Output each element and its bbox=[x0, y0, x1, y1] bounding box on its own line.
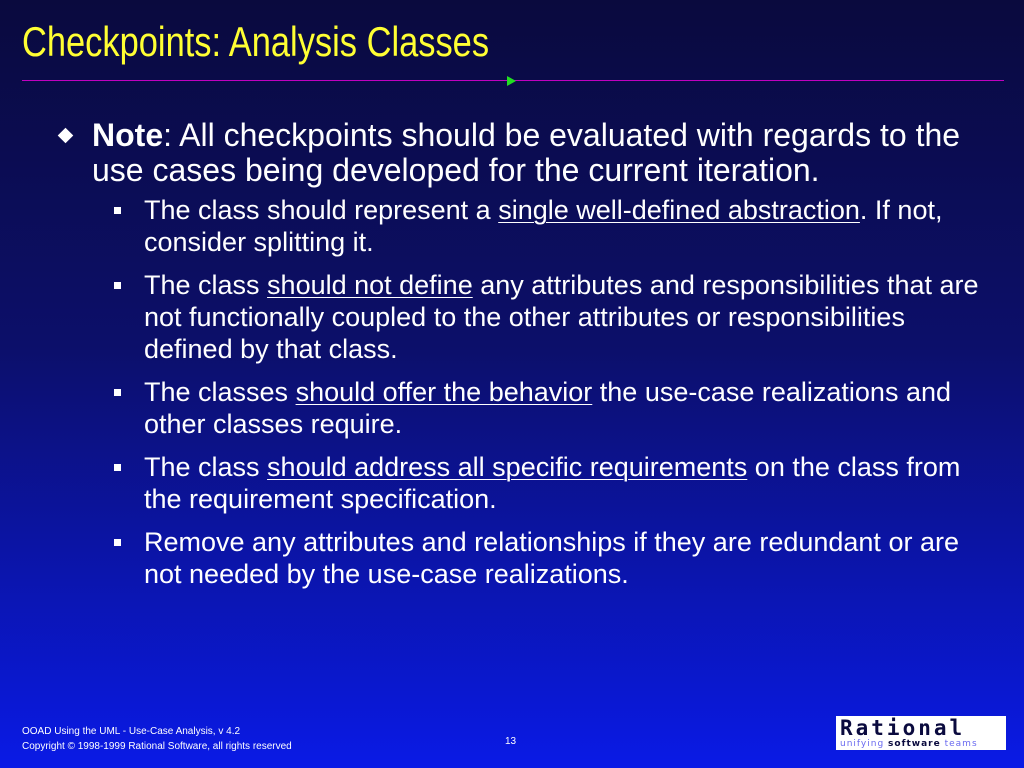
sub-bullet-text: Remove any attributes and relationships if they are redundant or are not needed by the use-case realizations. bbox=[144, 527, 959, 589]
sub-bullet bbox=[110, 451, 980, 515]
sub-bullet-text: The class should represent a bbox=[144, 195, 499, 225]
sub-bullet bbox=[110, 194, 980, 258]
square-bullet-icon bbox=[114, 539, 121, 546]
sub-bullet bbox=[110, 376, 980, 440]
slide-footer bbox=[22, 724, 292, 754]
copyright-notice: Copyright © 1998-1999 Rational Software, all rights reserved bbox=[22, 741, 292, 752]
sub-bullet-text: The classes bbox=[144, 377, 296, 407]
sub-bullet bbox=[110, 526, 980, 590]
play-arrow-icon bbox=[507, 76, 516, 86]
sub-bullet-text: any attributes and responsibilities that are not functionally coupled to the other attributes or responsibilities defined by that class. bbox=[144, 270, 979, 364]
sub-bullet-text: The class bbox=[144, 270, 268, 300]
note-label: Note bbox=[92, 117, 164, 153]
sub-bullet-text: on the class from the requirement specification. bbox=[144, 452, 961, 514]
square-bullet-icon bbox=[114, 282, 121, 289]
slide-content bbox=[60, 118, 980, 601]
sub-bullet-list bbox=[110, 194, 980, 590]
course-name: OOAD Using the UML - Use-Case Analysis, v 4.2 bbox=[22, 726, 241, 737]
logo-wordmark: Rational bbox=[840, 716, 966, 740]
sub-bullet-text: the use-case realizations and other classes require. bbox=[144, 377, 951, 439]
diamond-bullet-icon bbox=[58, 128, 74, 144]
square-bullet-icon bbox=[114, 207, 121, 214]
square-bullet-icon bbox=[114, 389, 121, 396]
square-bullet-icon bbox=[114, 464, 121, 471]
sub-bullet-emphasis: should not define bbox=[267, 270, 473, 300]
sub-bullet-emphasis: should offer the behavior bbox=[295, 377, 593, 407]
sub-bullet-text: . If not, consider splitting it. bbox=[144, 195, 943, 257]
rational-logo bbox=[836, 716, 1006, 750]
slide-title: Checkpoints: Analysis Classes bbox=[22, 18, 490, 65]
sub-bullet bbox=[110, 269, 980, 365]
page-number: 13 bbox=[505, 736, 517, 747]
main-bullet bbox=[60, 118, 980, 188]
sub-bullet-emphasis: single well-defined abstraction bbox=[498, 195, 860, 225]
sub-bullet-emphasis: should address all specific requirements bbox=[267, 452, 748, 482]
note-text: : All checkpoints should be evaluated with regards to the use cases being developed for the current iteration. bbox=[92, 117, 961, 188]
logo-tagline: unifying software teams bbox=[840, 739, 978, 749]
sub-bullet-text: The class bbox=[144, 452, 268, 482]
